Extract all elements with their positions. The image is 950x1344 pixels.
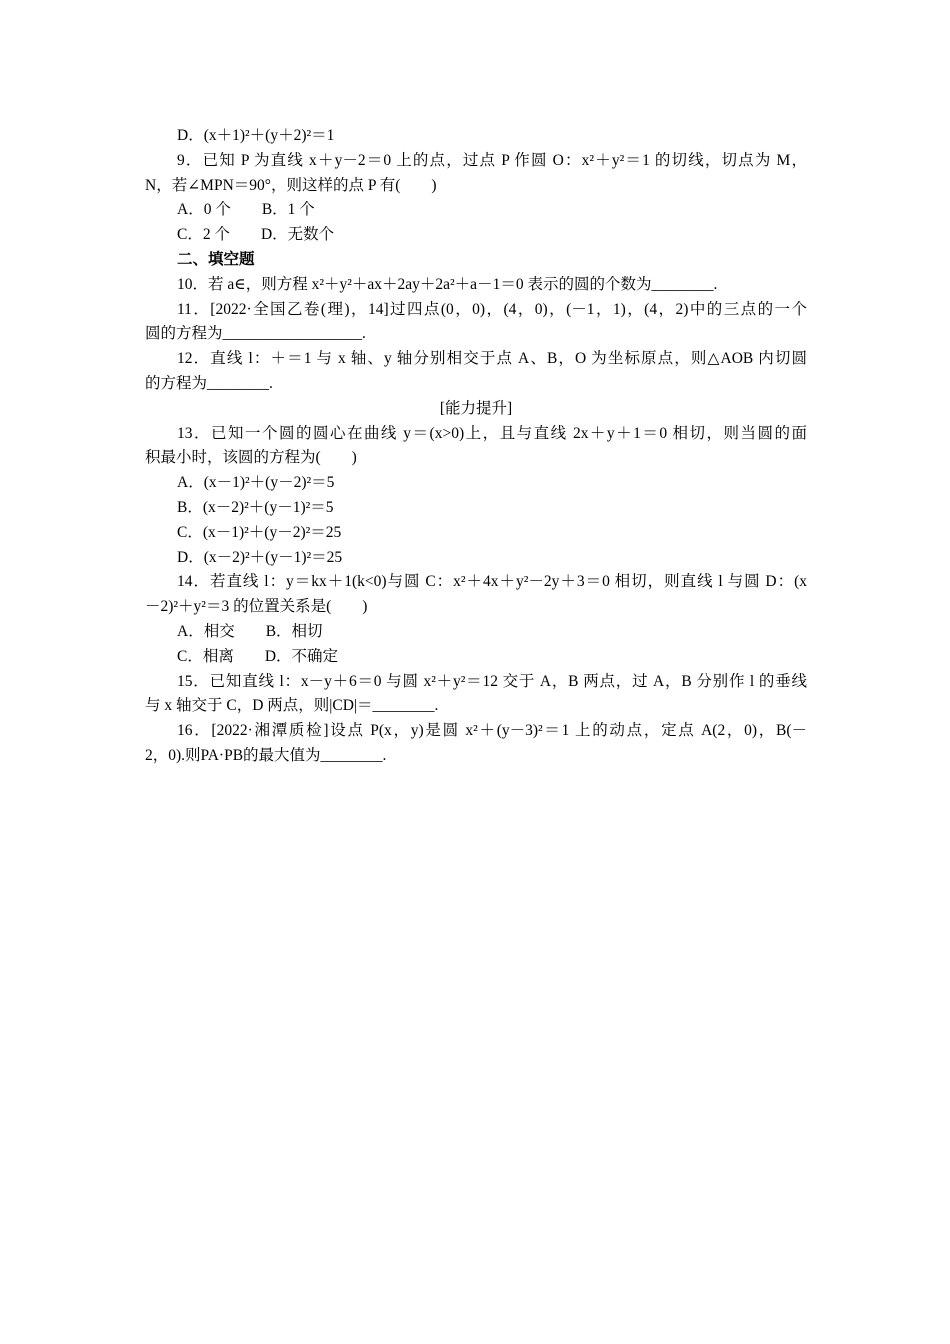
question-14-line-2: －2)²＋y²＝3 的位置关系是( ) bbox=[145, 598, 368, 616]
document-page bbox=[145, 124, 807, 769]
question-14-line-1: 14．若直线 l：y＝kx＋1(k<0)与圆 C：x²＋4x＋y²－2y＋3＝0 相切，则直线 l 与圆 D：(x bbox=[177, 573, 807, 591]
options-14-ab: A．相交 B．相切 bbox=[177, 622, 323, 640]
question-15-line-2: 与 x 轴交于 C，D 两点，则|CD|＝________. bbox=[145, 697, 439, 715]
question-12-line-1: 12．直线 l：＋＝1 与 x 轴、y 轴分别相交于点 A、B，O 为坐标原点，则△AOB 内切圆 bbox=[177, 350, 807, 368]
option-13c: C．(x－1)²＋(y－2)²＝25 bbox=[177, 523, 342, 541]
section-heading-fill-blank: 二、填空题 bbox=[177, 250, 255, 268]
question-16-line-2: 2，0).则PA·PB的最大值为________. bbox=[145, 746, 387, 764]
question-10: 10．若 a∈，则方程 x²＋y²＋ax＋2ay＋2a²＋a－1＝0 表示的圆的个数为________. bbox=[177, 275, 718, 293]
question-9-line-1: 9．已知 P 为直线 x＋y－2＝0 上的点，过点 P 作圆 O：x²＋y²＝1 的切线，切点为 M， bbox=[177, 151, 807, 169]
question-13-line-2: 积最小时，该圆的方程为( ) bbox=[145, 449, 357, 467]
question-9-line-2: N，若∠MPN＝90°，则这样的点 P 有( ) bbox=[145, 176, 437, 194]
option-13d: D．(x－2)²＋(y－1)²＝25 bbox=[177, 548, 343, 566]
section-heading-ability: [能力提升] bbox=[439, 399, 513, 417]
options-14-cd: C．相离 D．不确定 bbox=[177, 647, 339, 665]
option-8d: D．(x＋1)²＋(y＋2)²＝1 bbox=[177, 127, 335, 144]
option-13b: B．(x－2)²＋(y－1)²＝5 bbox=[177, 498, 334, 516]
question-11-line-2: 圆的方程为__________________. bbox=[145, 325, 366, 343]
question-11-line-1: 11．[2022·全国乙卷(理)，14]过四点(0，0)，(4，0)，(－1，1)，(4，2)中的三点的一个 bbox=[177, 300, 807, 318]
question-16-line-1: 16．[2022·湘潭质检]设点 P(x，y)是圆 x²＋(y－3)²＝1 上的动点，定点 A(2，0)，B(－ bbox=[177, 722, 807, 740]
question-13-line-1: 13．已知一个圆的圆心在曲线 y＝(x>0)上，且与直线 2x＋y＋1＝0 相切，则当圆的面 bbox=[177, 424, 807, 442]
option-13a: A．(x－1)²＋(y－2)²＝5 bbox=[177, 474, 335, 492]
question-15-line-1: 15．已知直线 l：x－y＋6＝0 与圆 x²＋y²＝12 交于 A，B 两点，过 A，B 分别作 l 的垂线 bbox=[177, 672, 807, 690]
options-9-ab: A．0 个 B．1 个 bbox=[177, 201, 315, 219]
options-9-cd: C．2 个 D．无数个 bbox=[177, 226, 335, 244]
question-12-line-2: 的方程为________. bbox=[145, 374, 273, 392]
